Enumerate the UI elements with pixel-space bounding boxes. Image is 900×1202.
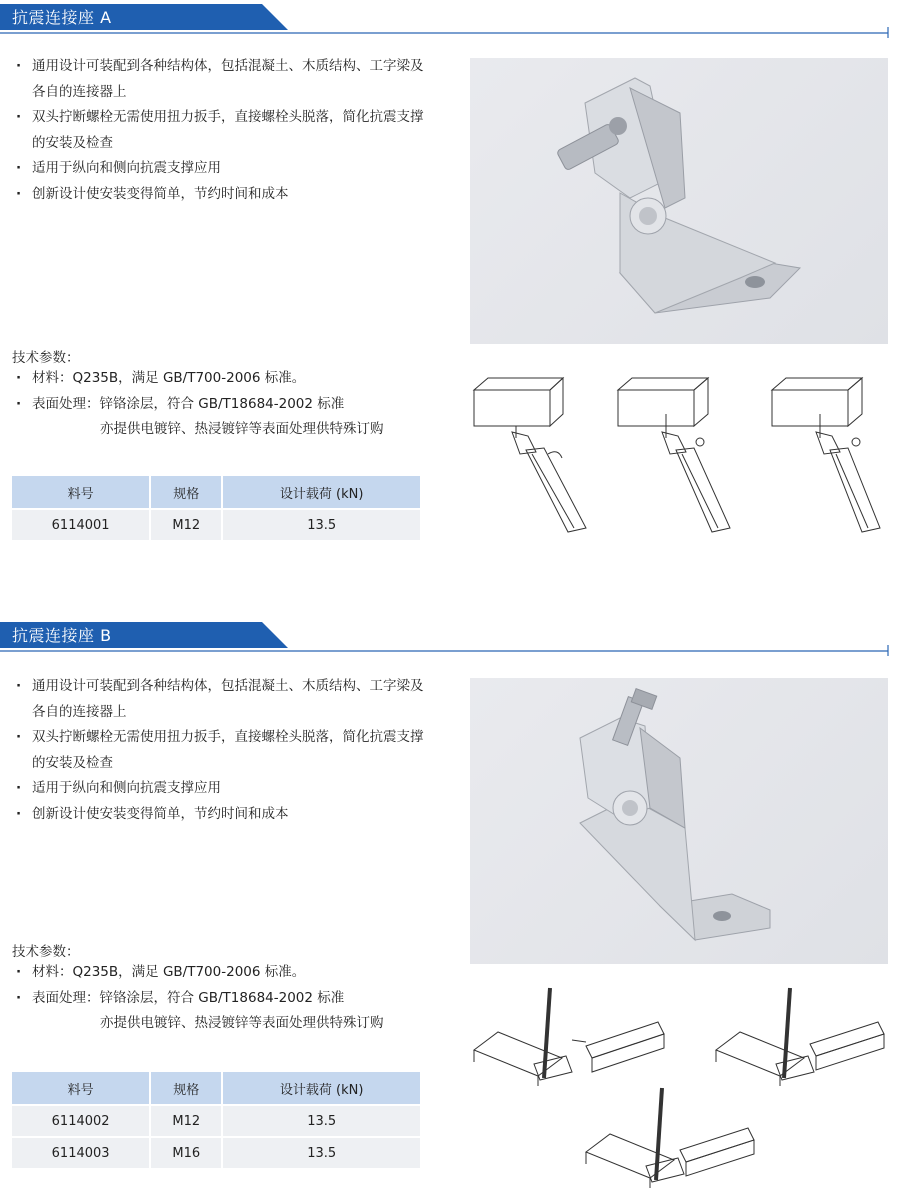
params-list (14, 960, 444, 1037)
feature-item: · 通用设计可装配到各种结构体，包括混凝土、木质结构、工字梁及各自的连接器上 (14, 674, 434, 725)
col-part-no: 料号 (12, 476, 150, 509)
table-header-row (12, 476, 421, 509)
section-b (0, 620, 900, 1202)
col-load: 设计载荷 (kN) (222, 476, 421, 509)
install-step-2 (716, 988, 884, 1086)
table-row (12, 509, 421, 540)
connector-a-illustration (470, 58, 888, 344)
spec-table (12, 1072, 422, 1168)
params-title: 技术参数： (12, 350, 80, 366)
param-surface-note: 亦提供电镀锌、热浸镀锌等表面处理供特殊订购 (100, 421, 384, 437)
feature-item: · 通用设计可装配到各种结构体，包括混凝土、木质结构、工字梁及各自的连接器上 (14, 54, 434, 105)
section-header (0, 620, 900, 660)
col-spec: 规格 (150, 476, 222, 509)
param-surface: · 表面处理：锌铬涂层，符合 GB/T18684-2002 标准 (14, 986, 444, 1012)
feature-item: · 双头拧断螺栓无需使用扭力扳手，直接螺栓头脱落，简化抗震支撑的安装及检查 (14, 105, 434, 156)
table-row (12, 1105, 421, 1137)
install-step-3 (586, 1088, 754, 1188)
section-title: 抗震连接座 B (12, 626, 112, 645)
header-banner (0, 0, 900, 40)
section-header (0, 0, 900, 40)
installation-diagram (468, 982, 890, 1197)
spec-table (12, 476, 422, 540)
install-step-3 (772, 378, 880, 532)
col-load: 设计载荷 (kN) (222, 1072, 421, 1105)
params-title: 技术参数： (12, 944, 80, 960)
table-header-row (12, 1072, 421, 1105)
feature-item: · 双头拧断螺栓无需使用扭力扳手，直接螺栓头脱落，简化抗震支撑的安装及检查 (14, 725, 434, 776)
cell-spec: M16 (150, 1137, 222, 1168)
cell-load: 13.5 (222, 1137, 421, 1168)
section-a (0, 0, 900, 600)
install-step-1 (474, 988, 664, 1086)
param-material: · 材料：Q235B，满足 GB/T700-2006 标准。 (14, 366, 444, 392)
product-photo (470, 678, 888, 964)
installation-diagram (468, 370, 890, 540)
header-banner (0, 620, 900, 660)
cell-load: 13.5 (222, 509, 421, 540)
cell-spec: M12 (150, 1105, 222, 1137)
product-photo (470, 58, 888, 344)
feature-item: · 创新设计使安装变得简单，节约时间和成本 (14, 182, 434, 208)
table-row (12, 1137, 421, 1168)
install-step-2 (618, 378, 730, 532)
install-step-1 (474, 378, 586, 532)
param-surface: · 表面处理：锌铬涂层，符合 GB/T18684-2002 标准 (14, 392, 444, 418)
connector-b-illustration (470, 678, 888, 964)
cell-load: 13.5 (222, 1105, 421, 1137)
col-part-no: 料号 (12, 1072, 150, 1105)
param-surface-note: 亦提供电镀锌、热浸镀锌等表面处理供特殊订购 (100, 1015, 384, 1031)
feature-list (14, 674, 434, 827)
cell-part-no: 6114002 (12, 1105, 150, 1137)
feature-list (14, 54, 434, 207)
section-title: 抗震连接座 A (12, 8, 112, 27)
feature-item: · 创新设计使安装变得简单，节约时间和成本 (14, 802, 434, 828)
params-list (14, 366, 444, 443)
param-material: · 材料：Q235B，满足 GB/T700-2006 标准。 (14, 960, 444, 986)
cell-part-no: 6114003 (12, 1137, 150, 1168)
feature-item: · 适用于纵向和侧向抗震支撑应用 (14, 776, 434, 802)
cell-spec: M12 (150, 509, 222, 540)
feature-item: · 适用于纵向和侧向抗震支撑应用 (14, 156, 434, 182)
cell-part-no: 6114001 (12, 509, 150, 540)
col-spec: 规格 (150, 1072, 222, 1105)
